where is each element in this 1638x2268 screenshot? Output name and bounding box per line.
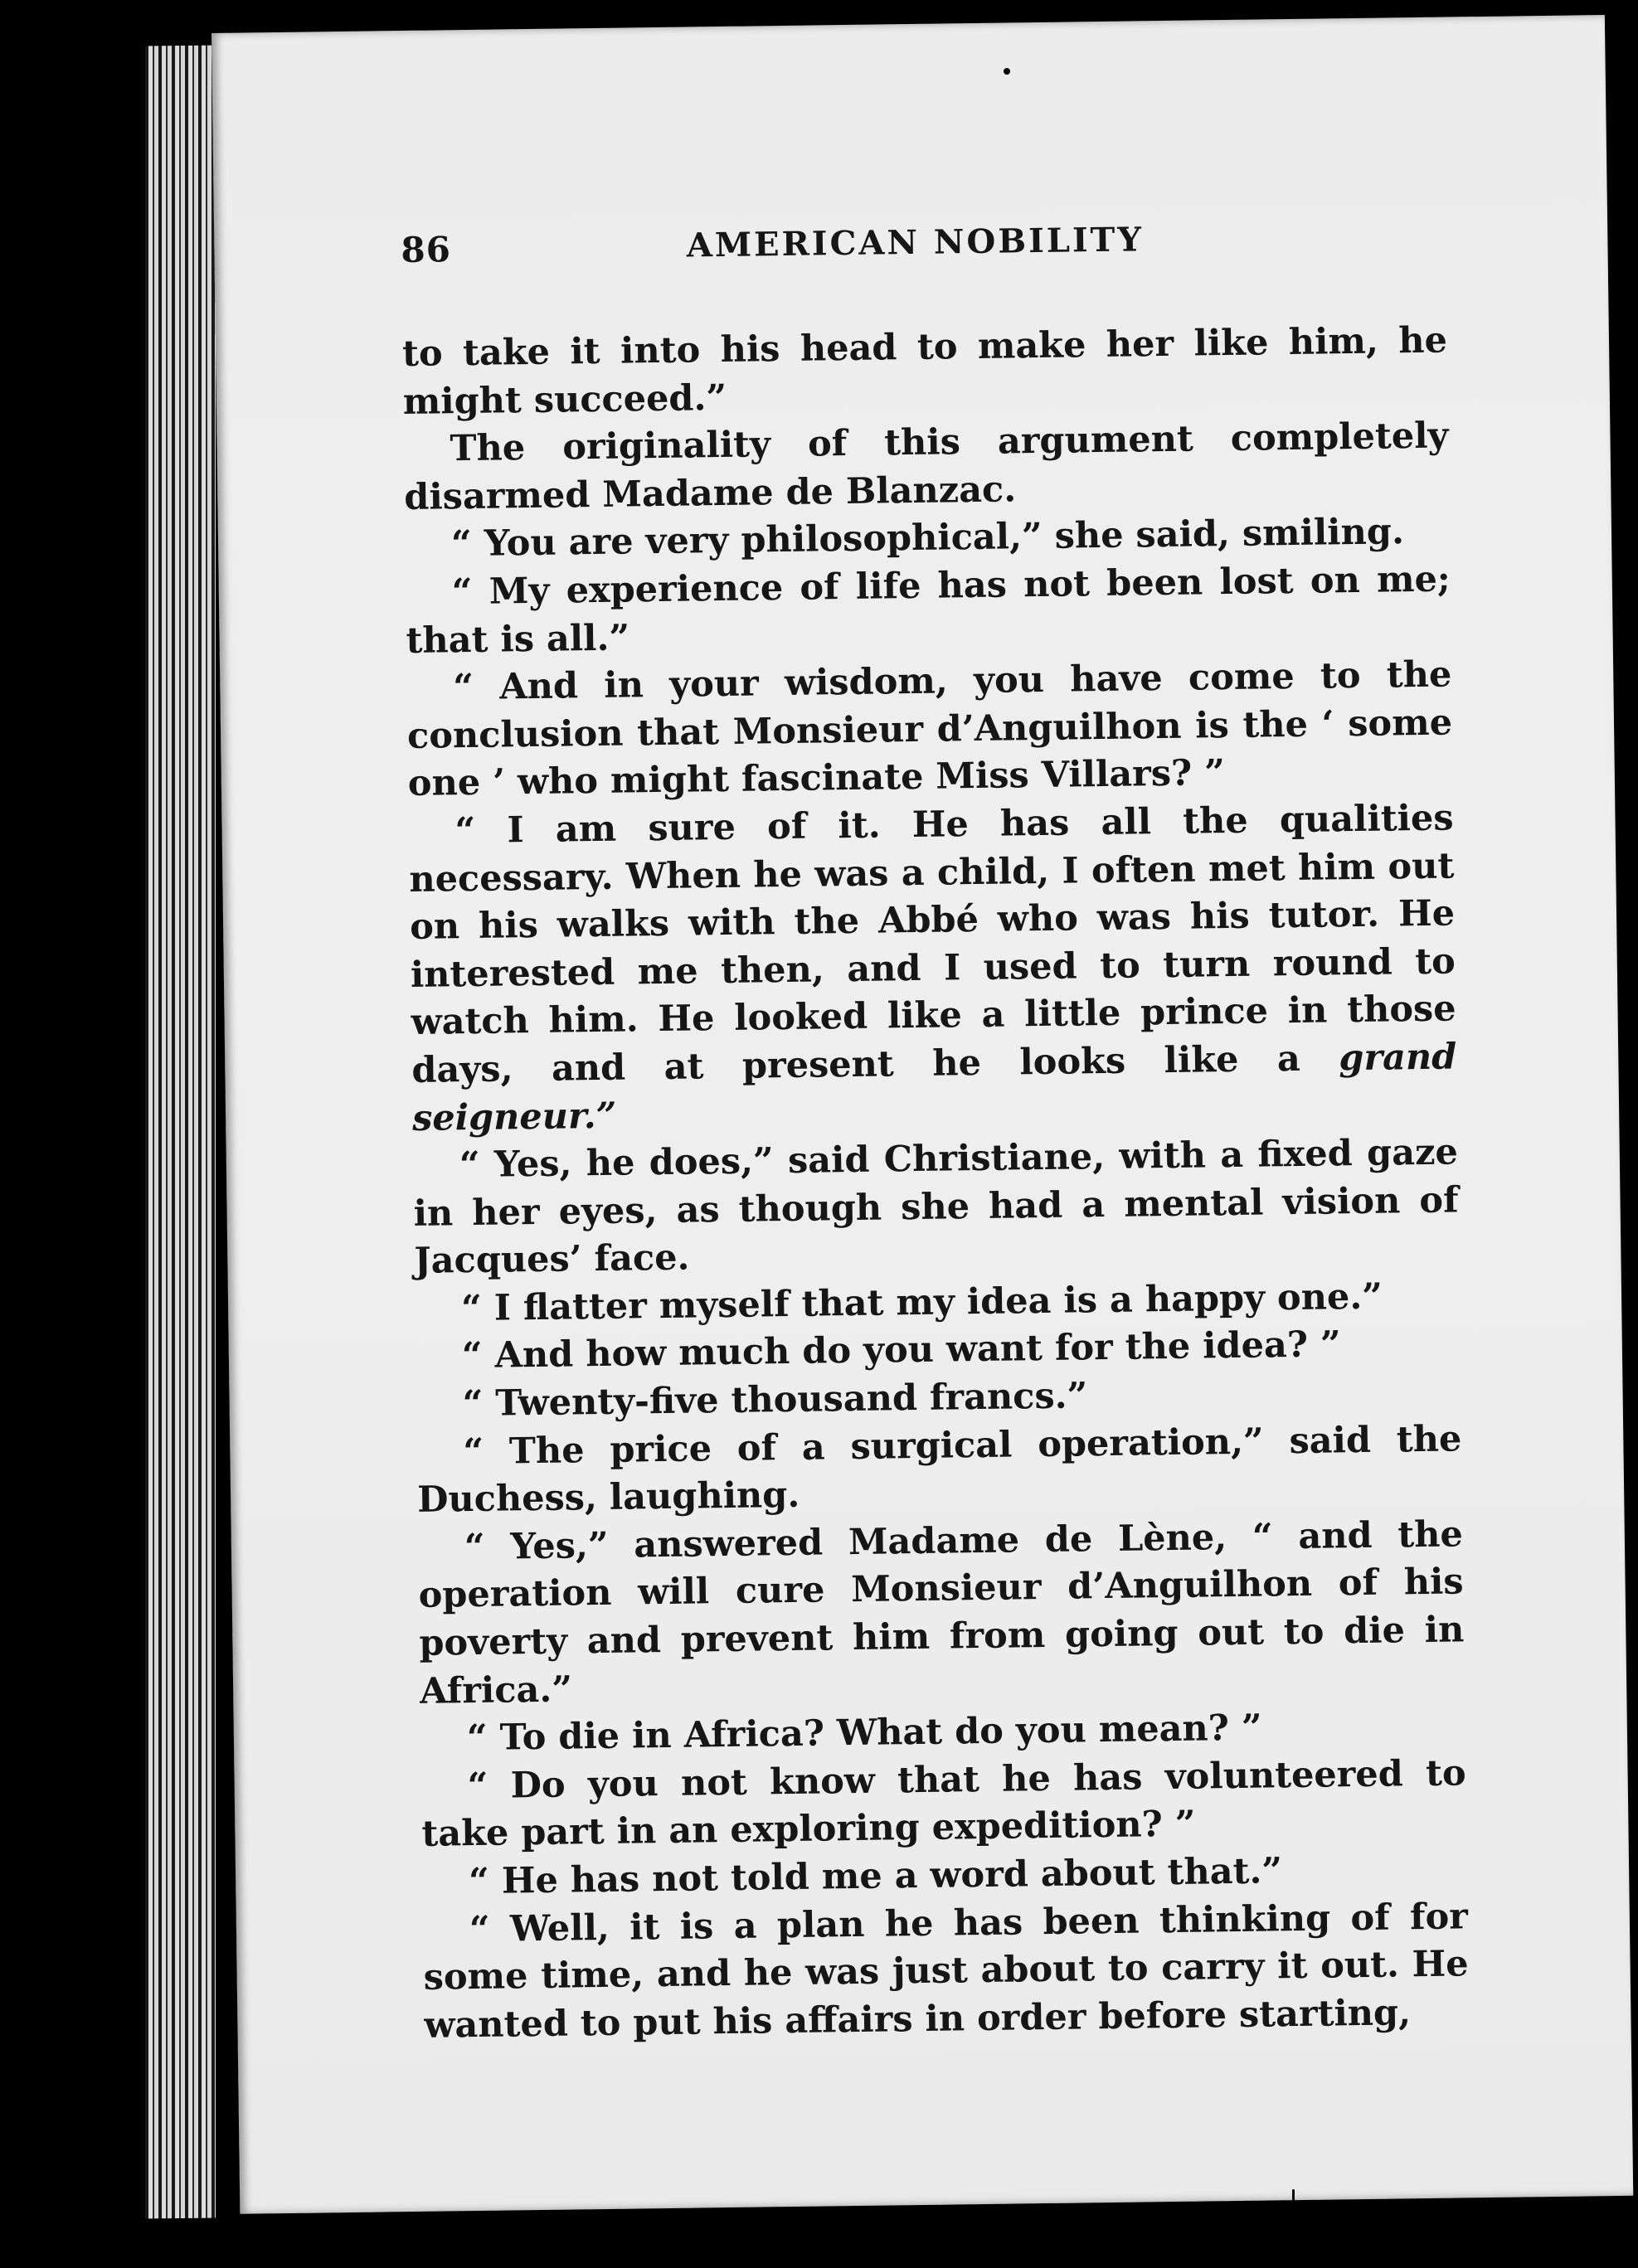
paragraph-text: The originality of this argument completely disarmed Madame de Blanzac. [404, 415, 1449, 518]
paragraph-text: “ To die in Africa? What do you mean? ” [466, 1707, 1262, 1760]
book-page [211, 15, 1633, 2214]
paragraph-text: “ The price of a surgical operation,” said the Duchess, laughing. [416, 1418, 1462, 1522]
paragraph-text: “ I flatter myself that my idea is a happy one.” [460, 1275, 1383, 1330]
body-text [402, 318, 1470, 2051]
book-title: AMERICAN NOBILITY [686, 220, 1145, 265]
paragraph [408, 794, 1457, 1143]
italic-phrase: grand seigneur.” [411, 1036, 1457, 1139]
dust-speck [1292, 2189, 1295, 2221]
paragraph [405, 556, 1451, 665]
paragraph [406, 652, 1453, 809]
paragraph-text: “ Do you not know that he has volunteered to take part in an exploring expedition? ” [421, 1752, 1466, 1856]
paragraph-text: “ My experience of life has not been lost on me; that is all.” [406, 558, 1451, 662]
paragraph [420, 1750, 1466, 1859]
running-head [401, 216, 1446, 296]
dust-speck [1004, 68, 1010, 75]
paragraph [402, 318, 1448, 427]
paragraph-text: “ Yes,” answered Madame de Lène, “ and the operation will cure Monsieur d’Anguilhon of his poverty and prevent him from going out to die in Africa.” [418, 1513, 1465, 1712]
paragraph [413, 1129, 1460, 1286]
paragraph [418, 1511, 1465, 1716]
paragraph-text: to take it into his head to make her like him, he might succeed.” [401, 319, 1448, 423]
paragraph-text: “ You are very philosophical,” she said, smiling. [450, 511, 1405, 566]
paragraph [423, 1893, 1470, 2050]
paragraph-text: “ Twenty-five thousand francs.” [462, 1375, 1088, 1425]
paragraph-text: “ And in your wisdom, you have come to the conclusion that Monsieur d’Anguilhon is the ‘ some one ’ who might fascinate Miss Villars? ” [406, 653, 1453, 805]
paragraph-text: “ Well, it is a plan he has been thinking of for some time, and he was just about to carry it out. He wanted to put his affairs in order before starting, [423, 1895, 1469, 2047]
paragraph-text: “ Yes, he does,” said Christiane, with a fixed gaze in her eyes, as though she had a mental vision of Jacques’ face. [413, 1131, 1459, 1283]
paragraph [403, 413, 1449, 522]
page-number: 86 [401, 229, 452, 271]
paragraph [416, 1416, 1462, 1525]
paragraph-text: “ He has not told me a word about that.” [468, 1850, 1283, 1903]
paragraph-text: “ And how much do you want for the idea? ” [461, 1323, 1341, 1377]
page-content [401, 216, 1470, 2051]
page-edges [145, 46, 216, 2219]
paragraph-text: “ I am sure of it. He has all the qualities necessary. When he was a child, I often met him out on his walks with the Abbé who was his tutor. He interested me then, and I used to turn round to watch him. He looked like a little prince in those days, and at present he looks like a [409, 797, 1456, 1091]
